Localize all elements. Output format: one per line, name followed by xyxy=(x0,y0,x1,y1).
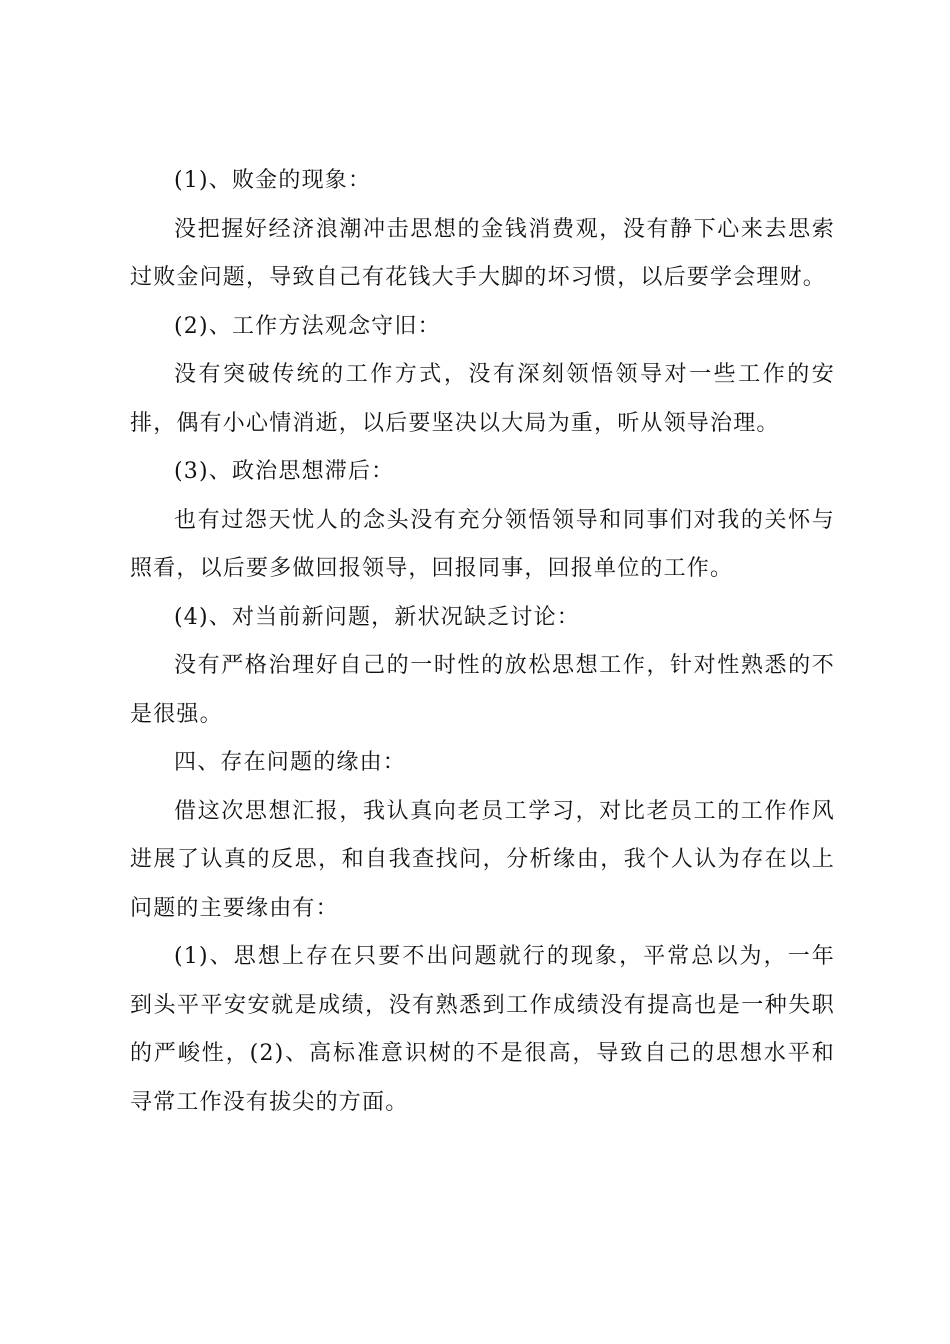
heading-paragraph-1: (1)、败金的现象： xyxy=(174,168,372,193)
body-paragraph-5: 借这次思想汇报，我认真向老员工学习，对比老员工的工作作风进展了认真的反思，和自我查找问，分析缘由，我个人认为存在以上问题的主要缘由有： xyxy=(130,798,835,921)
heading-paragraph-4: (4)、对当前新问题，新状况缺乏讨论： xyxy=(174,604,580,630)
body-paragraph-6: (1)、思想上存在只要不出问题就行的现象，平常总以为，一年到头平平安安就是成绩，没有熟悉到工作成绩没有提高也是一种失职的严峻性，(2)、高标准意识树的不是很高，导致自己的思想水平和寻常工作没有拔尖的方面。 xyxy=(130,944,835,1115)
body-paragraph-2: 没有突破传统的工作方式，没有深刻领悟领导对一些工作的安排，偶有小心情消逝，以后要坚决以大局为重，听从领导治理。 xyxy=(130,362,835,436)
section-heading-causes: 四、存在问题的缘由： xyxy=(174,750,407,775)
body-paragraph-1: 没把握好经济浪潮冲击思想的金钱消费观，没有静下心来去思索过败金问题，导致自己有花钱大手大脚的坏习惯，以后要学会理财。 xyxy=(130,216,835,290)
heading-paragraph-3: (3)、政治思想滞后： xyxy=(174,459,395,484)
body-paragraph-3: 也有过怨天忧人的念头没有充分领悟领导和同事们对我的关怀与照看，以后要多做回报领导，回报同事，回报单位的工作。 xyxy=(130,507,835,581)
document-body xyxy=(130,157,835,1127)
heading-paragraph-2: (2)、工作方法观念守旧： xyxy=(174,313,441,339)
body-paragraph-4: 没有严格治理好自己的一时性的放松思想工作，针对性熟悉的不是很强。 xyxy=(130,653,835,727)
